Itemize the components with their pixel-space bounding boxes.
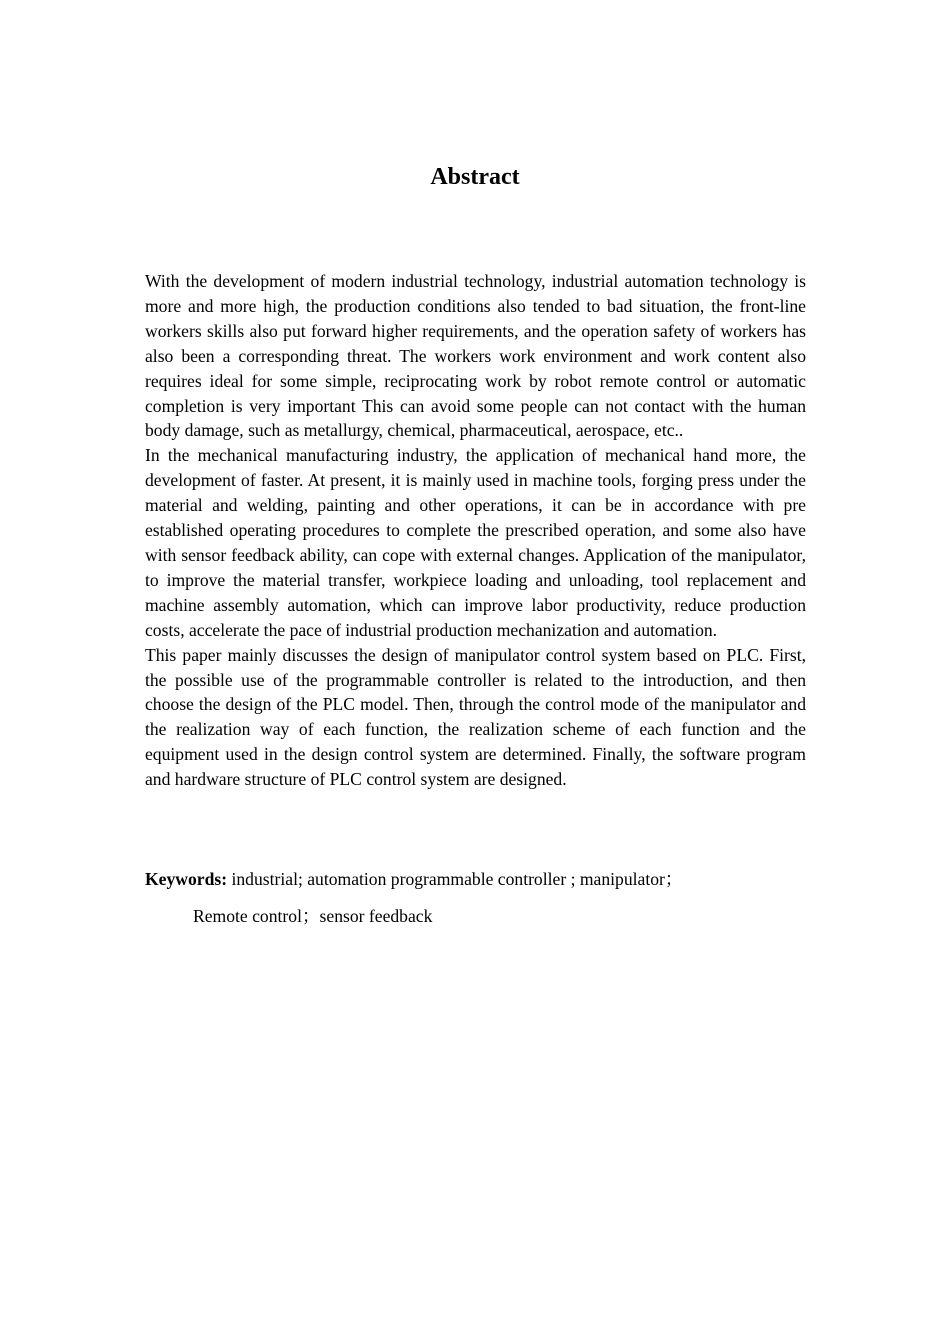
abstract-paragraph-1: With the development of modern industrial technology, industrial automation technology is more and more high, the production conditions also tended to bad situation, the front-line workers skills also put forward higher requirements, and the operation safety of workers has also been a corresponding threat. The workers work environment and work content also requires ideal for some simple, reciprocating work by robot remote control or automatic completion is very important This can avoid some people can not contact with the human body damage, such as metallurgy, chemical, pharmaceutical, aerospace, etc.. bbox=[145, 271, 806, 441]
keywords-continuation: Remote control；sensor feedback bbox=[193, 906, 433, 926]
keywords-line bbox=[145, 867, 845, 892]
abstract-title: Abstract bbox=[430, 164, 520, 190]
keywords-label: Keywords: bbox=[145, 869, 232, 889]
abstract-paragraph-3: This paper mainly discusses the design of manipulator control system based on PLC. First, the possible use of the programmable controller is related to the introduction, and then choose the design of the PLC model. Then, through the control mode of the manipulator and the realization way of each function, the realization scheme of each function and the equipment used in the design control system are determined. Finally, the software program and hardware structure of PLC control system are designed. bbox=[145, 644, 806, 790]
abstract-body bbox=[145, 269, 806, 792]
abstract-paragraph-2: In the mechanical manufacturing industry, the application of mechanical hand more, the development of faster. At present, it is mainly used in machine tools, forging press under the material and welding, painting and other operations, it can be in accordance with pre established operating procedures to complete the prescribed operation, and some also have with sensor feedback ability, can cope with external changes. Application of the manipulator, to improve the material transfer, workpiece loading and unloading, tool replacement and machine assembly automation, which can improve labor productivity, reduce production costs, accelerate the pace of industrial production mechanization and automation. bbox=[145, 445, 806, 640]
keywords-list: industrial; automation programmable controller ; manipulator； bbox=[231, 869, 683, 889]
